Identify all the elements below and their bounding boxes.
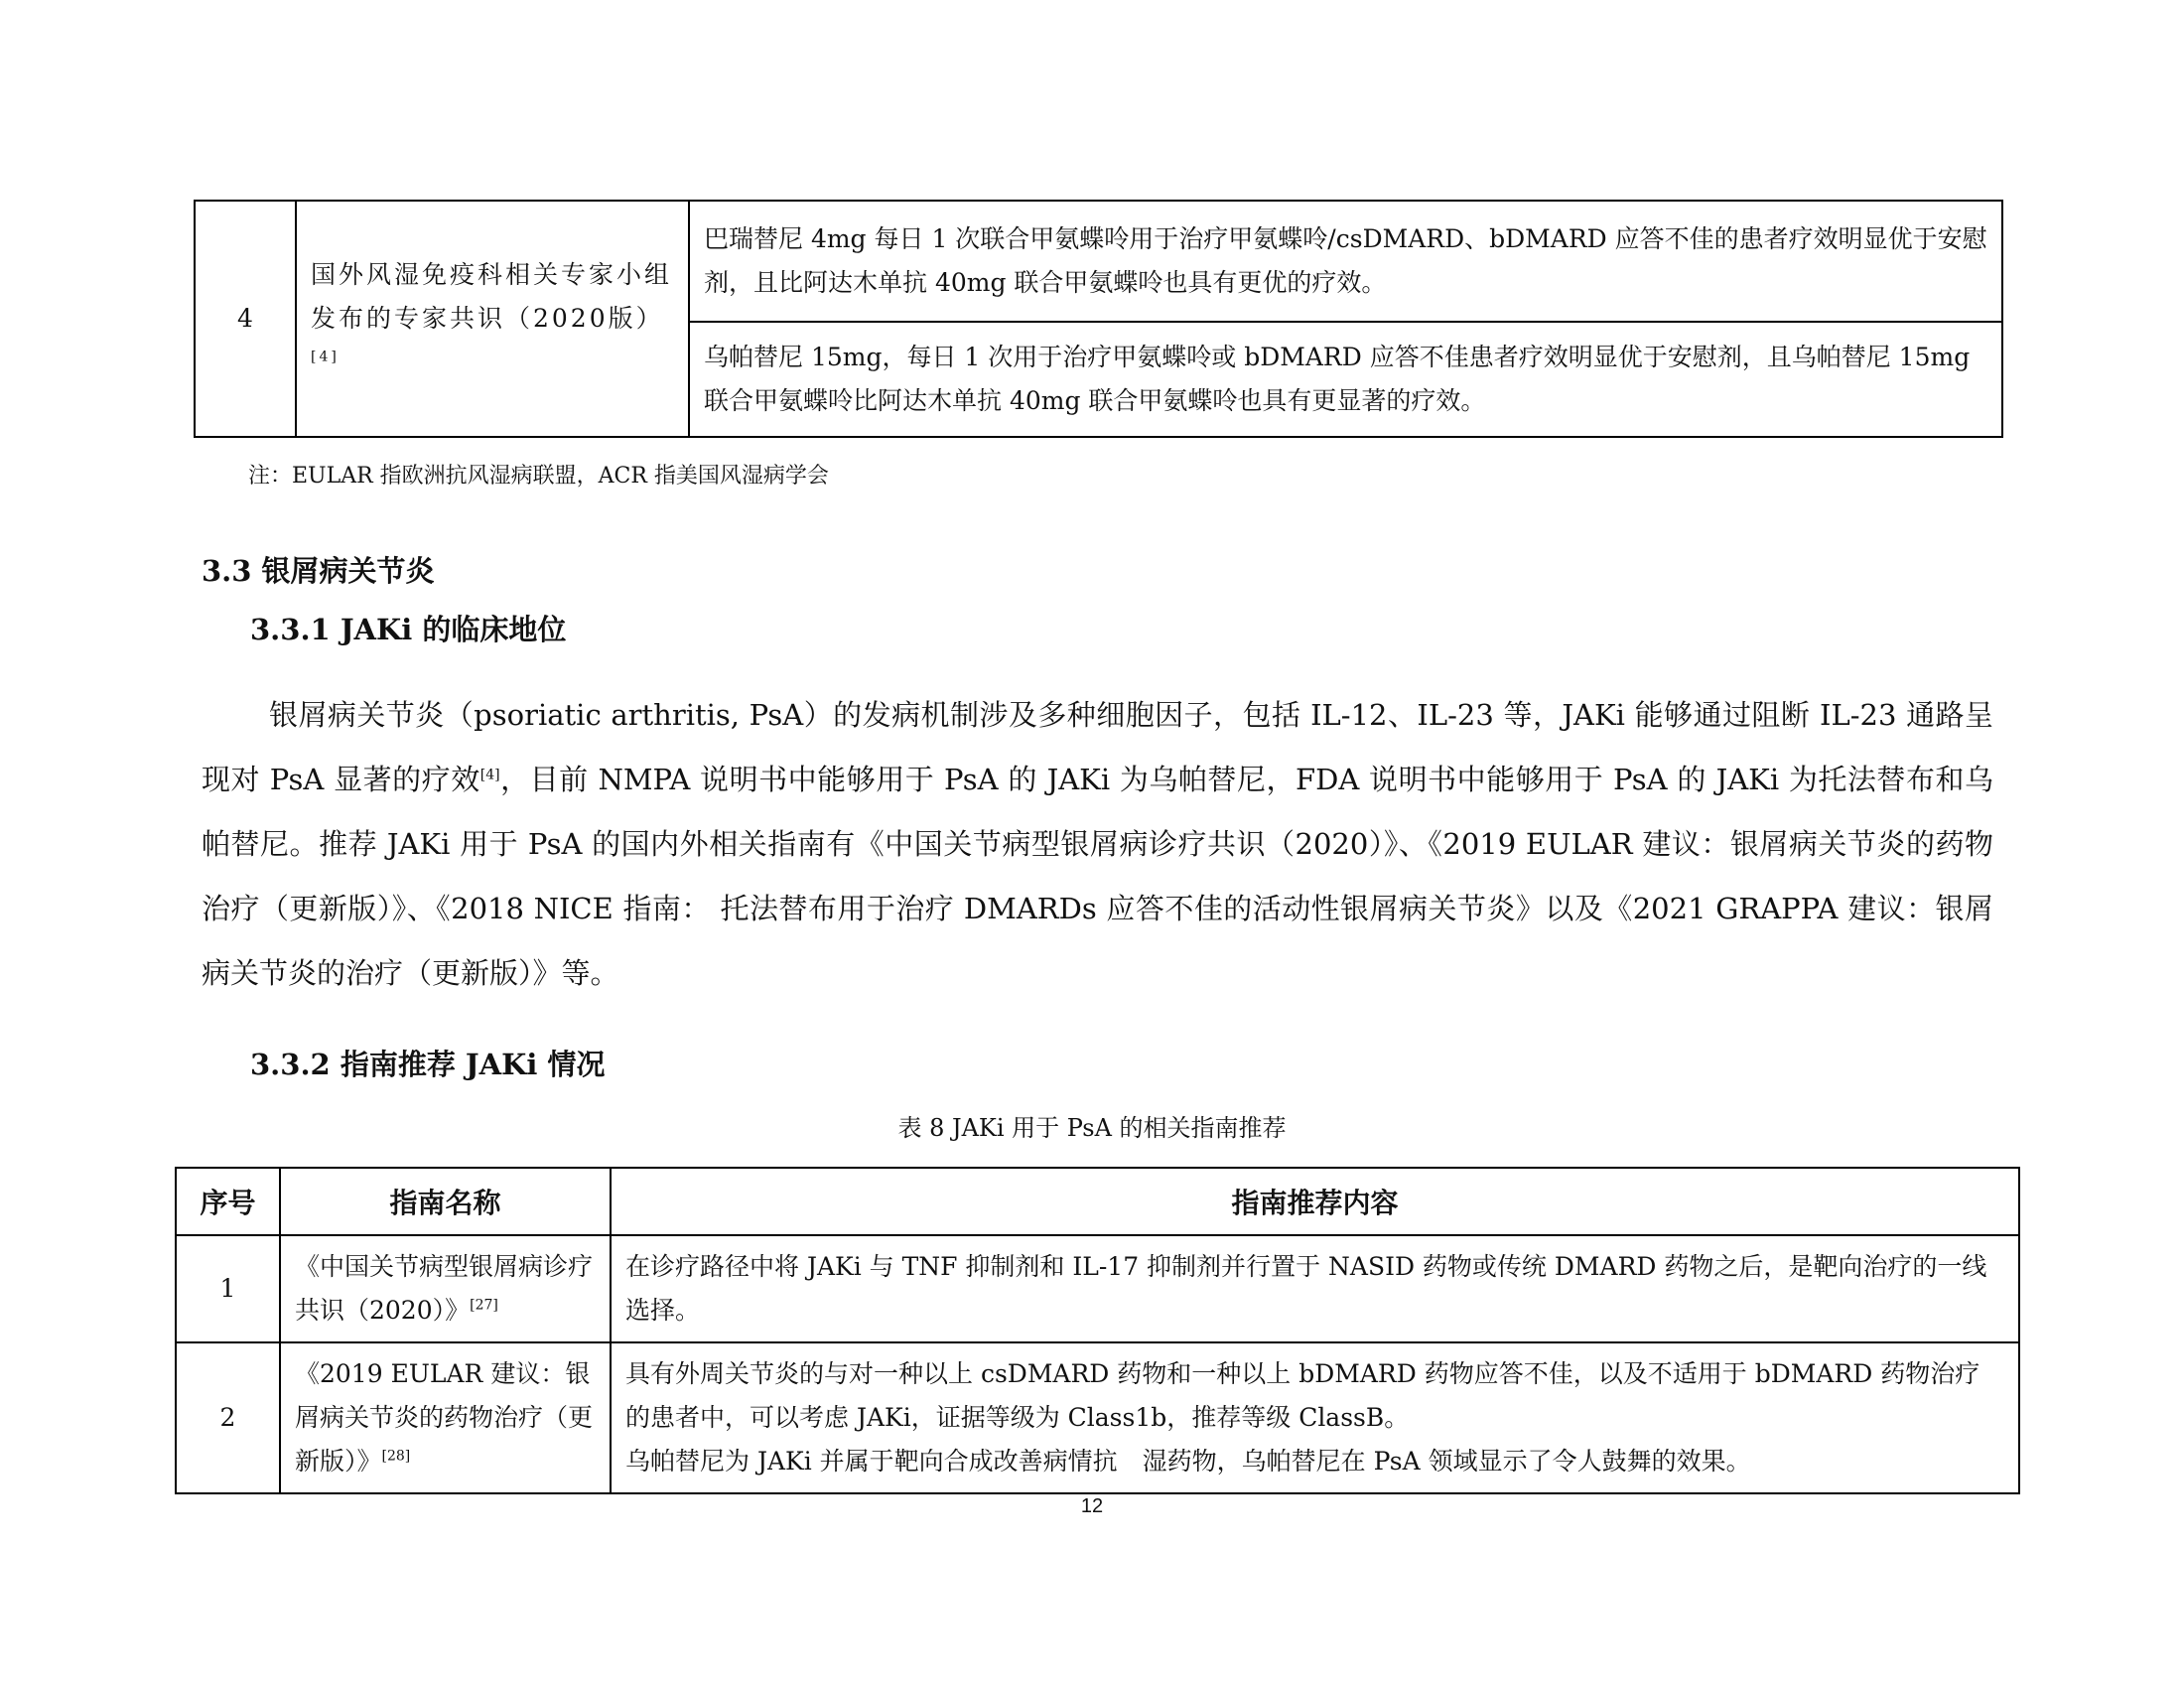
subsection-heading: 3.3.2 指南推荐 JAKi 情况	[250, 1048, 606, 1081]
body-paragraph	[202, 683, 1993, 1006]
guideline-name-text: 国外风湿免疫科相关专家小组发布的专家共识（2020版）	[311, 260, 673, 333]
table-note: 注：EULAR 指欧洲抗风湿病联盟，ACR 指美国风湿病学会	[248, 464, 829, 489]
page-number: 12	[1080, 1495, 1104, 1517]
table-cell-number: 2	[176, 1342, 280, 1493]
subsection-heading: 3.3.1 JAKi 的临床地位	[250, 613, 567, 646]
table-8	[175, 1167, 2020, 1494]
recommendation-text: 乌帕替尼为 JAKi 并属于靶向合成改善病情抗 湿药物，乌帕替尼在 PsA 领域显示了令人鼓舞的效果。	[625, 1447, 1751, 1476]
guideline-table-continued	[194, 200, 2003, 438]
table-cell-recommendation: 巴瑞替尼 4mg 每日 1 次联合甲氨蝶呤用于治疗甲氨蝶呤/csDMARD、bDMARD 应答不佳的患者疗效明显优于安慰剂，且比阿达木单抗 40mg 联合甲氨蝶呤也具有更优的疗效。	[689, 201, 2002, 322]
paragraph-text-part2: ，目前 NMPA 说明书中能够用于 PsA 的 JAKi 为乌帕替尼，FDA 说明书中能够用于 PsA 的 JAKi 为托法替布和乌帕替尼。推荐 JAKi 用于 PsA 的国内外相关指南有《中国关节病型银屑病诊疗共识（2020）》、《2019 EULAR 建议：银屑病关节炎的药物治疗（更新版）》、《2018 NICE 指南： 托法替布用于治疗 DMARDs 应答不佳的活动性银屑病关节炎》以及《2021 GRAPPA 建议：银屑病关节炎的治疗（更新版）》等。	[202, 763, 1994, 990]
header-guideline-name: 指南名称	[280, 1168, 611, 1235]
table-cell-number: 1	[176, 1235, 280, 1342]
table-cell-guideline-name	[296, 201, 689, 437]
table-cell-number: 4	[195, 201, 296, 437]
header-recommendation: 指南推荐内容	[611, 1168, 2019, 1235]
header-number: 序号	[176, 1168, 280, 1235]
section-heading: 3.3 银屑病关节炎	[202, 554, 435, 588]
citation-ref: [28]	[381, 1448, 411, 1465]
citation-ref: [4]	[479, 767, 500, 783]
guideline-name-text: 《中国关节病型银屑病诊疗共识（2020）》	[295, 1252, 594, 1325]
citation-ref: [4]	[311, 349, 340, 365]
table-cell-guideline-name	[280, 1235, 611, 1342]
guideline-name-text: 《2019 EULAR 建议：银屑病关节炎的药物治疗（更新版）》	[295, 1359, 594, 1476]
paragraph-text-part1: 银屑病关节炎（psoriatic arthritis, PsA）的发病机制涉及多种细胞因子，包括 IL-12、IL-23 等，JAKi 能够通过阻断 IL-23 通路呈现对 PsA 显著的疗效	[202, 698, 1993, 796]
table-cell-recommendation: 乌帕替尼 15mg，每日 1 次用于治疗甲氨蝶呤或 bDMARD 应答不佳患者疗效明显优于安慰剂，且乌帕替尼 15mg 联合甲氨蝶呤比阿达木单抗 40mg 联合甲氨蝶呤也具有更显著的疗效。	[689, 322, 2002, 437]
table-header-row	[176, 1168, 2019, 1235]
citation-ref: [27]	[470, 1297, 498, 1314]
table-cell-recommendation: 在诊疗路径中将 JAKi 与 TNF 抑制剂和 IL-17 抑制剂并行置于 NASID 药物或传统 DMARD 药物之后，是靶向治疗的一线选择。	[611, 1235, 2019, 1342]
table-row	[176, 1235, 2019, 1342]
table-row	[176, 1342, 2019, 1493]
table-cell-recommendation	[611, 1342, 2019, 1493]
table-caption: 表 8 JAKi 用于 PsA 的相关指南推荐	[897, 1114, 1287, 1142]
recommendation-text: 具有外周关节炎的与对一种以上 csDMARD 药物和一种以上 bDMARD 药物应答不佳，以及不适用于 bDMARD 药物治疗的患者中，可以考虑 JAKi，证据等级为 Class1b，推荐等级 ClassB。	[625, 1359, 1980, 1432]
table-cell-guideline-name	[280, 1342, 611, 1493]
